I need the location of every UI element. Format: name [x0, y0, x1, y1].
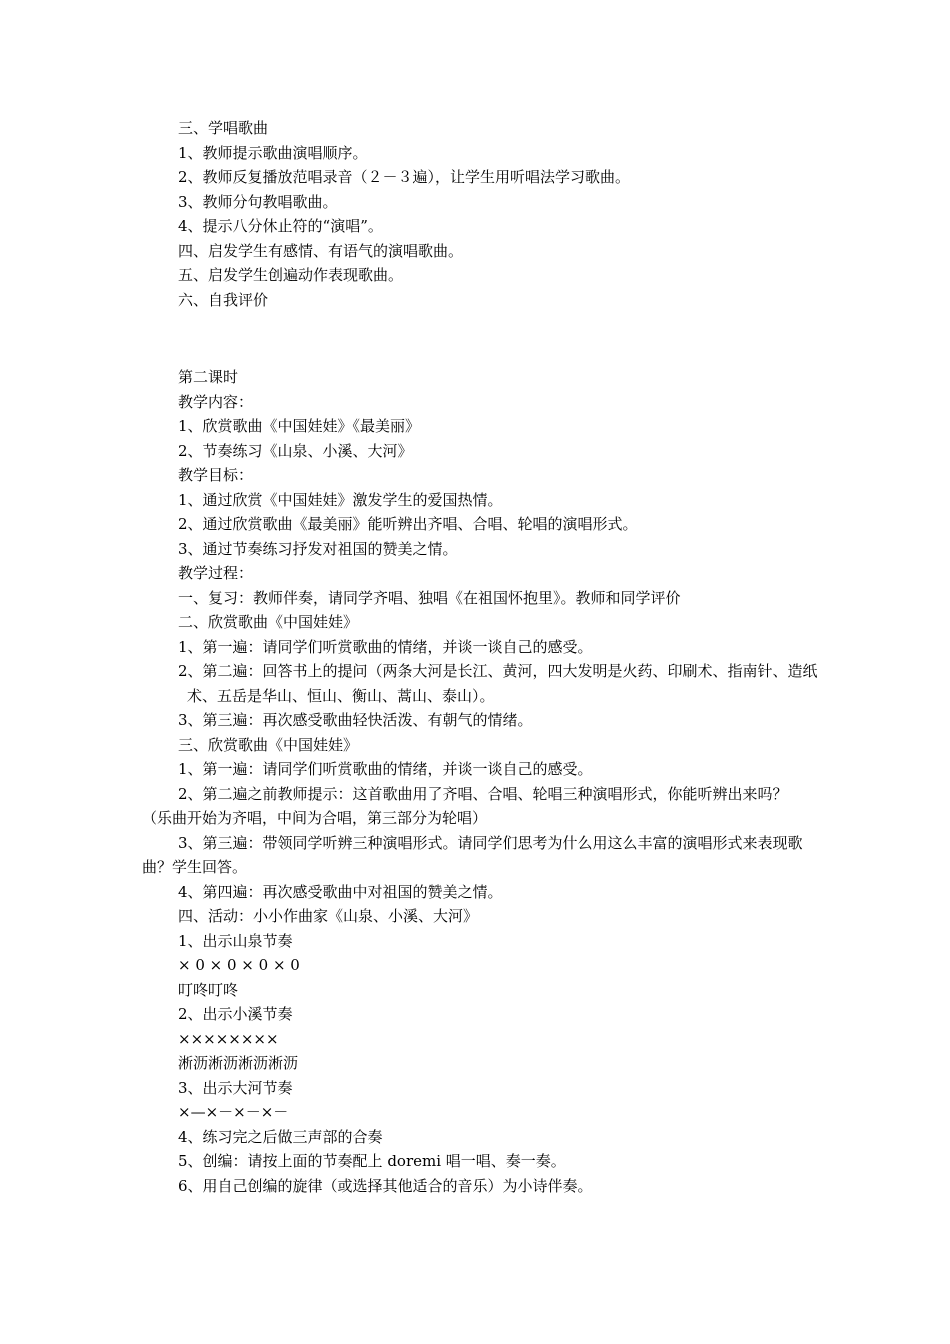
paragraph: 1、欣赏歌曲《中国娃娃》《最美丽》	[178, 417, 421, 435]
paragraph: 五、启发学生创遍动作表现歌曲。	[178, 266, 404, 284]
rhythm-notation: ××××××××	[178, 1029, 279, 1048]
paragraph: 2、出示小溪节奏	[178, 1005, 293, 1023]
lesson-title: 第二课时	[178, 368, 239, 386]
paragraph: 1、教师提示歌曲演唱顺序。	[178, 143, 368, 162]
paragraph: 3、第三遍：带领同学听辨三种演唱形式。请同学们思考为什么用这么丰富的演唱形式来表现歌曲？学生回答。	[142, 833, 803, 876]
paragraph: 四、活动：小小作曲家《山泉、小溪、大河》	[178, 907, 479, 925]
section-heading: 教学过程：	[178, 564, 254, 582]
paragraph: 3、通过节奏练习抒发对祖国的赞美之情。	[178, 539, 458, 558]
paragraph: 4、练习完之后做三声部的合奏	[178, 1127, 383, 1146]
lesson-one-section	[178, 116, 818, 312]
paragraph: 二、欣赏歌曲《中国娃娃》	[178, 613, 359, 631]
paragraph: 一、复习：教师伴奏，请同学齐唱、独唱《在祖国怀抱里》。教师和同学评价	[178, 588, 681, 607]
paragraph: 3、教师分句教唱歌曲。	[178, 192, 338, 211]
section-heading: 三、学唱歌曲	[178, 119, 269, 137]
rhythm-notation: ×—×－×－×－	[178, 1103, 289, 1121]
paragraph: 1、第一遍：请同学们听赏歌曲的情绪，并谈一谈自己的感受。	[178, 760, 593, 778]
paragraph: 叮咚叮咚	[178, 980, 239, 999]
paragraph: 四、启发学生有感情、有语气的演唱歌曲。	[178, 241, 464, 260]
paragraph: 3、第三遍：再次感受歌曲轻快活泼、有朝气的情绪。	[178, 711, 533, 729]
section-heading: 教学目标：	[178, 466, 254, 484]
paragraph: 2、第二遍之前教师提示：这首歌曲用了齐唱、合唱、轮唱三种演唱形式，你能听辨出来吗？（乐曲开始为齐唱，中间为合唱，第三部分为轮唱）	[142, 784, 788, 827]
paragraph: 5、创编：请按上面的节奏配上 doremi 唱一唱、奏一奏。	[178, 1152, 566, 1170]
paragraph: 1、通过欣赏《中国娃娃》激发学生的爱国热情。	[178, 490, 503, 509]
paragraph: 1、出示山泉节奏	[178, 931, 293, 950]
paragraph: 2、节奏练习《山泉、小溪、大河》	[178, 441, 413, 460]
paragraph: 4、第四遍：再次感受歌曲中对祖国的赞美之情。	[178, 882, 503, 901]
section-heading: 教学内容：	[178, 392, 254, 411]
paragraph: 2、第二遍：回答书上的提问（两条大河是长江、黄河，四大发明是火药、印刷术、指南针、造纸术、五岳是华山、恒山、衡山、蒿山、泰山）。	[178, 662, 818, 705]
paragraph: 三、欣赏歌曲《中国娃娃》	[178, 735, 359, 754]
paragraph: 2、通过欣赏歌曲《最美丽》能听辨出齐唱、合唱、轮唱的演唱形式。	[178, 515, 638, 533]
lesson-two-section	[142, 365, 818, 1198]
paragraph: 2、教师反复播放范唱录音（２－３遍），让学生用听唱法学习歌曲。	[178, 168, 631, 186]
paragraph: 六、自我评价	[178, 290, 269, 309]
paragraph: 3、出示大河节奏	[178, 1078, 293, 1097]
paragraph: 淅沥淅沥淅沥淅沥	[178, 1054, 299, 1072]
rhythm-notation: × 0 × 0 × 0 × 0	[178, 956, 300, 974]
paragraph: 6、用自己创编的旋律（或选择其他适合的音乐）为小诗伴奏。	[178, 1176, 593, 1195]
paragraph: 1、第一遍：请同学们听赏歌曲的情绪，并谈一谈自己的感受。	[178, 637, 593, 656]
paragraph: 4、提示八分休止符的“演唱”。	[178, 217, 383, 235]
